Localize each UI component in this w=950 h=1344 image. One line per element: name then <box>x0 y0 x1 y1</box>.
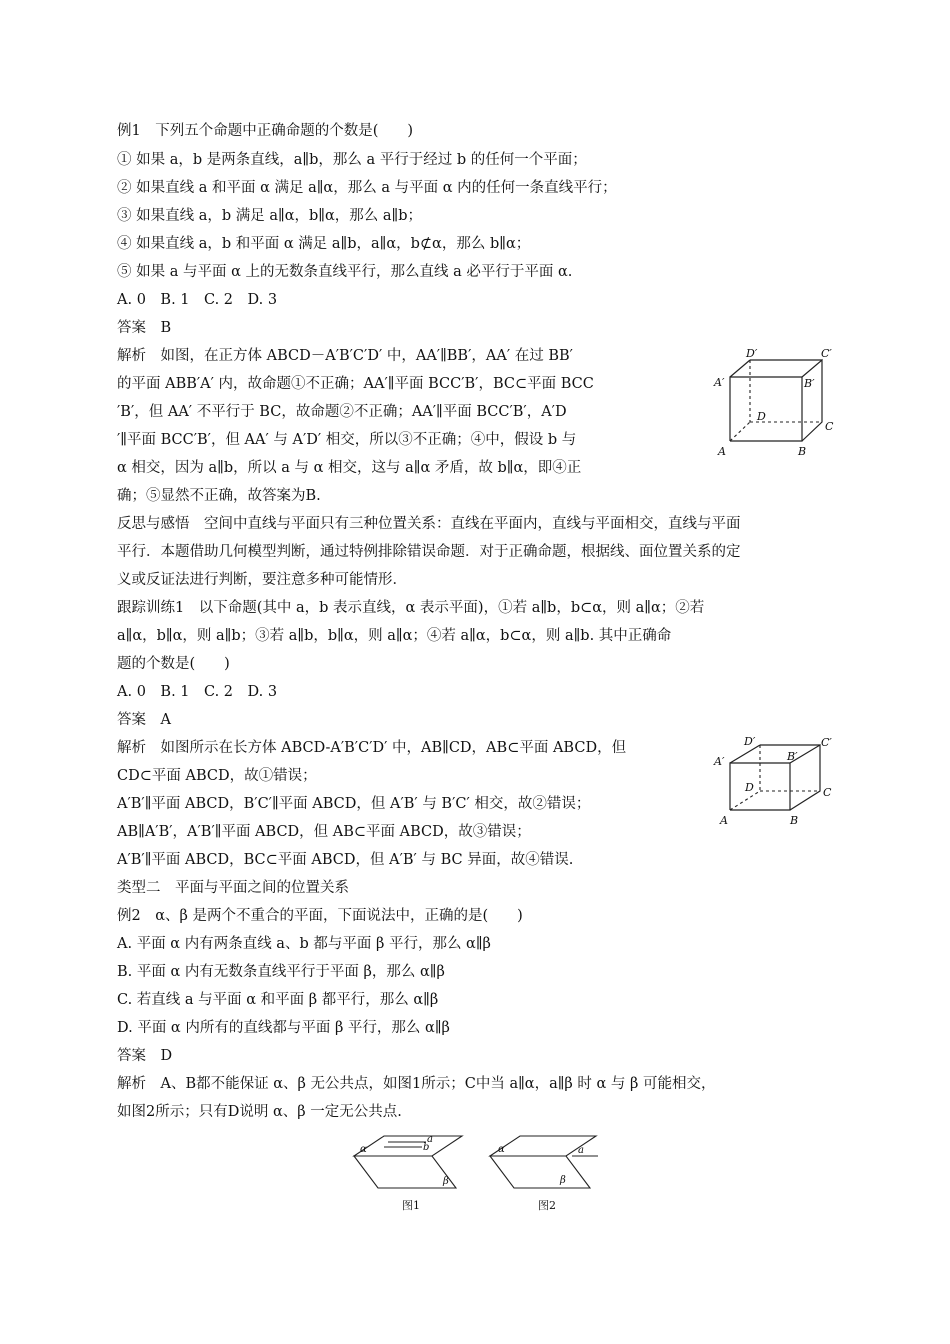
practice1-analysis-line: A′B′∥平面 ABCD，BC⊂平面 ABCD，但 A′B′ 与 BC 异面，故④错误. <box>117 852 574 868</box>
practice1-analysis-line: CD⊂平面 ABCD，故①错误； <box>117 768 317 784</box>
reflection-line: 义或反证法进行判断，要注意多种可能情形． <box>117 572 407 588</box>
label-b-prime: B′ <box>804 377 815 390</box>
label-d-prime: D′ <box>746 347 758 360</box>
label-a-prime: A′ <box>714 755 725 768</box>
section-heading: 类型二 平面与平面之间的位置关系 <box>117 880 349 896</box>
label-beta: β <box>560 1175 566 1186</box>
label-a: A <box>720 814 728 827</box>
label-c-prime: C′ <box>821 736 832 749</box>
example1-analysis-line: 确；⑤显然不正确，故答案为B. <box>117 488 321 504</box>
example1-statement-4: ④ 如果直线 a，b 和平面 α 满足 a∥b，a∥α，b⊄α，那么 b∥α； <box>117 236 531 252</box>
example1-options: A. 0 B. 1 C. 2 D. 3 <box>117 292 278 308</box>
example1-statement-1: ① 如果 a，b 是两条直线，a∥b，那么 a 平行于经过 b 的任何一个平面； <box>117 152 587 168</box>
label-b: B <box>790 814 799 827</box>
plane-figure-2 <box>486 1132 608 1214</box>
example2-question: 例2 α、β 是两个不重合的平面，下面说法中，正确的是( ) <box>117 908 523 924</box>
example1-statement-3: ③ 如果直线 a，b 满足 a∥α，b∥α，那么 a∥b； <box>117 208 423 224</box>
practice1-options: A. 0 B. 1 C. 2 D. 3 <box>117 684 278 700</box>
cube-figure-1 <box>712 344 842 462</box>
example2-option-c: C. 若直线 a 与平面 α 和平面 β 都平行，那么 α∥β <box>117 992 439 1008</box>
practice1-analysis-line: A′B′∥平面 ABCD，B′C′∥平面 ABCD，但 A′B′ 与 B′C′ 相交，故②错误； <box>117 796 591 812</box>
example2-analysis-line: 解析 A、B都不能保证 α、β 无公共点，如图1所示；C中当 a∥α，a∥β 时 α 与 β 可能相交， <box>117 1076 716 1092</box>
practice1-question: 跟踪训练1 以下命题(其中 a，b 表示直线，α 表示平面)，①若 a∥b，b⊂α，则 a∥α；②若 <box>117 600 705 616</box>
example2-option-b: B. 平面 α 内有无数条直线平行于平面 β，那么 α∥β <box>117 964 445 980</box>
example2-option-a: A. 平面 α 内有两条直线 a、b 都与平面 β 平行，那么 α∥β <box>117 936 491 952</box>
practice1-analysis-line: 解析 如图所示在长方体 ABCD-A′B′C′D′ 中，AB∥CD，AB⊂平面 ABCD，但 <box>117 740 627 756</box>
label-a: a <box>427 1134 433 1145</box>
example2-option-d: D. 平面 α 内所有的直线都与平面 β 平行，那么 α∥β <box>117 1020 450 1036</box>
example1-question: 例1 下列五个命题中正确命题的个数是( ) <box>117 123 414 139</box>
label-a-prime: A′ <box>714 376 725 389</box>
label-alpha: α <box>360 1144 367 1155</box>
cube-figure-2 <box>712 733 842 828</box>
example1-answer: 答案 B <box>117 320 172 336</box>
label-c-prime: C′ <box>821 347 832 360</box>
plane-figure-1 <box>350 1132 472 1214</box>
example1-analysis-line: ′B′，但 AA′ 不平行于 BC，故命题②不正确；AA′∥平面 BCC′B′，A′D <box>117 404 567 420</box>
example1-analysis-line: α 相交，因为 a∥b，所以 a 与 α 相交，这与 a∥α 矛盾，故 b∥α，即④正 <box>117 460 582 476</box>
label-d: D <box>745 781 754 794</box>
example1-analysis-line: 解析 如图，在正方体 ABCD－A′B′C′D′ 中，AA′∥BB′，AA′ 在过 BB′ <box>117 348 573 364</box>
practice1-question: 题的个数是( ) <box>117 656 230 672</box>
figure-2-caption: 图2 <box>538 1199 556 1212</box>
example2-analysis-line: 如图2所示；只有D说明 α、β 一定无公共点. <box>117 1104 402 1120</box>
label-beta: β <box>443 1176 449 1187</box>
reflection-line: 平行．本题借助几何模型判断，通过特例排除错误命题．对于正确命题，根据线、面位置关系的定 <box>117 544 741 560</box>
example1-analysis-line: ′∥平面 BCC′B′，但 AA′ 与 A′D′ 相交，所以③不正确；④中，假设 b 与 <box>117 432 577 448</box>
example2-answer: 答案 D <box>117 1048 173 1064</box>
label-b-prime: B′ <box>787 750 798 763</box>
label-c: C <box>823 786 832 799</box>
example1-statement-2: ② 如果直线 a 和平面 α 满足 a∥α，那么 a 与平面 α 内的任何一条直线平行； <box>117 180 617 196</box>
practice1-question: a∥α，b∥α，则 a∥b；③若 a∥b，b∥α，则 a∥α；④若 a∥α，b⊂α，则 a∥b. 其中正确命 <box>117 628 672 644</box>
practice1-analysis-line: AB∥A′B′，A′B′∥平面 ABCD，但 AB⊂平面 ABCD，故③错误； <box>117 824 531 840</box>
example1-statement-5: ⑤ 如果 a 与平面 α 上的无数条直线平行，那么直线 a 必平行于平面 α. <box>117 264 573 280</box>
label-a: A <box>718 445 726 458</box>
reflection-line: 反思与感悟 空间中直线与平面只有三种位置关系：直线在平面内，直线与平面相交，直线与平面 <box>117 516 741 532</box>
example1-analysis-line: 的平面 ABB′A′ 内，故命题①不正确；AA′∥平面 BCC′B′，BC⊂平面 BCC <box>117 376 594 392</box>
label-d-prime: D′ <box>744 735 756 748</box>
label-alpha: α <box>498 1144 505 1155</box>
label-d: D <box>757 410 766 423</box>
label-c: C <box>825 420 834 433</box>
practice1-answer: 答案 A <box>117 712 171 728</box>
label-b: B <box>798 445 807 458</box>
label-a: a <box>578 1145 584 1156</box>
label-b: b <box>423 1142 430 1153</box>
figure-1-caption: 图1 <box>402 1199 420 1212</box>
